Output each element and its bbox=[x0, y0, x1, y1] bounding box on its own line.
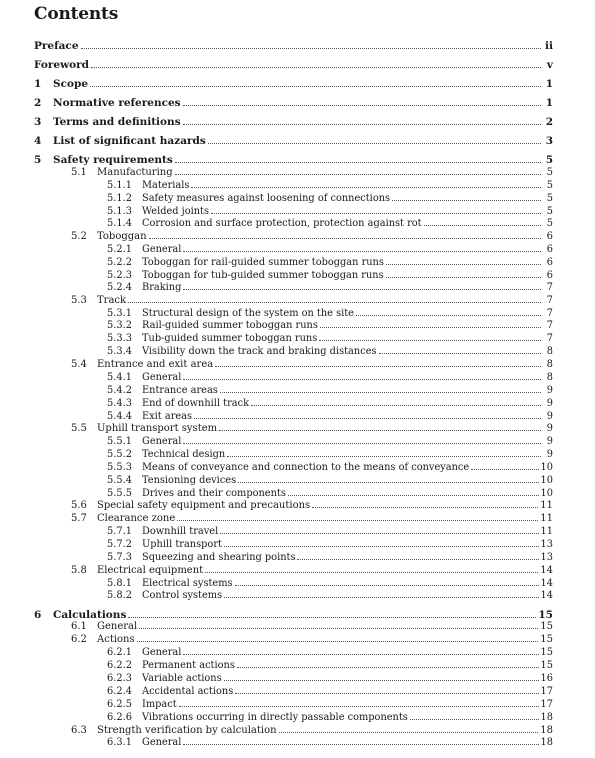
toc-entry-number: 5.7.2 bbox=[107, 539, 132, 550]
dot-leader bbox=[215, 366, 541, 367]
toc-entry-page: 13 bbox=[540, 539, 553, 550]
toc-entry-page: 6 bbox=[546, 270, 553, 281]
dot-leader bbox=[81, 48, 541, 49]
toc-entry-page: 9 bbox=[546, 398, 553, 409]
toc-entry-page: 17 bbox=[540, 699, 553, 710]
toc-entry-page: 14 bbox=[540, 578, 553, 589]
dot-leader bbox=[410, 719, 539, 720]
toc-entry-number: 5.5.4 bbox=[107, 475, 132, 486]
dot-leader bbox=[319, 340, 541, 341]
toc-entry-page: 8 bbox=[546, 346, 553, 357]
toc-entry-label[interactable]: End of downhill track bbox=[142, 398, 250, 409]
toc-entry-number: 5.5.2 bbox=[107, 449, 132, 460]
toc-entry[interactable] bbox=[0, 725, 553, 737]
toc-entry-label[interactable]: Foreword bbox=[34, 59, 90, 71]
toc-entry[interactable] bbox=[0, 449, 553, 461]
toc-entry-number: 6.2.3 bbox=[107, 673, 132, 684]
toc-entry-number: 5.4.4 bbox=[107, 411, 132, 422]
dot-leader bbox=[183, 443, 541, 444]
toc-entry-page: 9 bbox=[546, 411, 553, 422]
toc-entry-number: 5.5 bbox=[71, 423, 87, 434]
toc-entry-label[interactable]: Tensioning devices bbox=[142, 475, 237, 486]
toc-entry-number: 5.2.1 bbox=[107, 244, 132, 255]
toc-entry-page: 5 bbox=[546, 180, 553, 191]
toc-entry-page: 2 bbox=[545, 116, 553, 128]
toc-entry-page: 5 bbox=[546, 206, 553, 217]
toc-entry-label[interactable]: Actions bbox=[97, 634, 135, 645]
toc-entry-page: 3 bbox=[545, 135, 553, 147]
dot-leader bbox=[183, 379, 541, 380]
toc-entry-label[interactable]: Permanent actions bbox=[142, 660, 235, 671]
dot-leader bbox=[219, 430, 541, 431]
toc-entry-number: 5.8 bbox=[71, 565, 87, 576]
toc-entry-label[interactable]: Strength verification by calculation bbox=[97, 725, 277, 736]
dot-leader bbox=[224, 680, 539, 681]
toc-entry-number: 5.5.5 bbox=[107, 488, 132, 499]
toc-entry-number: 5.1.1 bbox=[107, 180, 132, 191]
toc-entry-page: v bbox=[546, 59, 553, 71]
toc-entry-page: 9 bbox=[546, 385, 553, 396]
toc-entry[interactable] bbox=[0, 218, 553, 230]
dot-leader bbox=[194, 418, 541, 419]
toc-entry-label[interactable]: Entrance and exit area bbox=[97, 359, 214, 370]
dot-leader bbox=[175, 162, 541, 163]
dot-leader bbox=[297, 559, 538, 560]
toc-entry-page: 5 bbox=[546, 218, 553, 229]
toc-entry[interactable] bbox=[0, 385, 553, 397]
toc-entry-label[interactable]: Impact bbox=[142, 699, 177, 710]
toc-entry-page: 14 bbox=[540, 590, 553, 601]
toc-entry-number: 5.4.3 bbox=[107, 398, 132, 409]
dot-leader bbox=[177, 520, 538, 521]
dot-leader bbox=[211, 213, 541, 214]
toc-entry[interactable] bbox=[0, 154, 553, 166]
dot-leader bbox=[471, 469, 538, 470]
toc-entry[interactable] bbox=[0, 660, 553, 672]
toc-entry[interactable] bbox=[0, 116, 553, 128]
dot-leader bbox=[137, 641, 539, 642]
toc-entry-label[interactable]: Corrosion and surface protection, protection against rot bbox=[142, 218, 422, 229]
toc-entry-label[interactable]: Calculations bbox=[53, 609, 127, 621]
dot-leader bbox=[386, 277, 541, 278]
dot-leader bbox=[379, 353, 541, 354]
dot-leader bbox=[224, 597, 538, 598]
toc-entry-number: 1 bbox=[34, 78, 42, 90]
dot-leader bbox=[424, 225, 541, 226]
toc-entry[interactable] bbox=[0, 462, 553, 474]
toc-entry-label[interactable]: General bbox=[142, 647, 182, 658]
dot-leader bbox=[227, 456, 541, 457]
toc-entry-page: 10 bbox=[540, 462, 553, 473]
toc-entry-label[interactable]: Welded joints bbox=[142, 206, 209, 217]
toc-entry-page: 6 bbox=[546, 231, 553, 242]
dot-leader bbox=[175, 174, 541, 175]
toc-entry-number: 5.8.1 bbox=[107, 578, 132, 589]
toc-entry[interactable] bbox=[0, 609, 553, 621]
toc-entry[interactable] bbox=[0, 257, 553, 269]
dot-leader bbox=[356, 315, 541, 316]
toc-entry-number: 5.2 bbox=[71, 231, 87, 242]
toc-entry[interactable] bbox=[0, 135, 553, 147]
dot-leader bbox=[149, 238, 541, 239]
toc-entry-number: 6.2 bbox=[71, 634, 87, 645]
toc-entry-label[interactable]: Uphill transport bbox=[142, 539, 222, 550]
dot-leader bbox=[237, 667, 539, 668]
toc-entry-page: 5 bbox=[545, 154, 553, 166]
toc-entry-label[interactable]: Electrical equipment bbox=[97, 565, 204, 576]
toc-entry[interactable] bbox=[0, 526, 553, 538]
toc-entry-number: 5.2.4 bbox=[107, 282, 132, 293]
toc-entry-label[interactable]: General bbox=[142, 372, 182, 383]
toc-entry-number: 6.2.2 bbox=[107, 660, 132, 671]
dot-leader bbox=[235, 585, 539, 586]
toc-entry[interactable] bbox=[0, 308, 553, 320]
toc-entry-number: 6.2.4 bbox=[107, 686, 132, 697]
toc-entry-label[interactable]: Variable actions bbox=[142, 673, 222, 684]
dot-leader bbox=[238, 482, 538, 483]
toc-entry[interactable] bbox=[0, 500, 553, 512]
toc-entry[interactable] bbox=[0, 193, 553, 205]
dot-leader bbox=[220, 392, 541, 393]
toc-entry-label[interactable]: Special safety equipment and precautions bbox=[97, 500, 311, 511]
toc-entry-number: 6.3.1 bbox=[107, 737, 132, 748]
toc-entry-page: 18 bbox=[540, 725, 553, 736]
toc-entry-page: 18 bbox=[540, 737, 553, 748]
toc-entry-number: 6.1 bbox=[71, 621, 87, 632]
toc-entry-label[interactable]: General bbox=[142, 737, 182, 748]
toc-entry[interactable] bbox=[0, 634, 553, 646]
toc-entry-number: 5.7.3 bbox=[107, 552, 132, 563]
toc-entry-label[interactable]: Means of conveyance and connection to the means of conveyance bbox=[142, 462, 470, 473]
dot-leader bbox=[224, 546, 539, 547]
toc-entry-page: 1 bbox=[545, 78, 553, 90]
toc-entry-number: 2 bbox=[34, 97, 42, 109]
toc-entry[interactable] bbox=[0, 699, 553, 711]
toc-entry-page: 7 bbox=[546, 308, 553, 319]
toc-entry-page: 9 bbox=[546, 449, 553, 460]
toc-entry-page: 16 bbox=[540, 673, 553, 684]
page-title: Contents bbox=[34, 4, 119, 24]
toc-entry-label[interactable]: General bbox=[142, 436, 182, 447]
toc-entry[interactable] bbox=[0, 411, 553, 423]
dot-leader bbox=[183, 251, 541, 252]
toc-entry[interactable] bbox=[0, 565, 553, 577]
toc-entry-label[interactable]: Preface bbox=[34, 40, 79, 52]
toc-entry-label[interactable]: Materials bbox=[142, 180, 190, 191]
toc-entry[interactable] bbox=[0, 621, 553, 633]
toc-entry[interactable] bbox=[0, 282, 553, 294]
dot-leader bbox=[279, 732, 539, 733]
toc-entry-page: 11 bbox=[540, 526, 553, 537]
toc-entry[interactable] bbox=[0, 270, 553, 282]
dot-leader bbox=[392, 200, 541, 201]
dot-leader bbox=[179, 706, 539, 707]
toc-entry-number: 5.6 bbox=[71, 500, 87, 511]
toc-entry-label[interactable]: Rail-guided summer toboggan runs bbox=[142, 320, 318, 331]
toc-entry-label[interactable]: Exit areas bbox=[142, 411, 193, 422]
toc-entry-page: 11 bbox=[540, 513, 553, 524]
toc-entry-label[interactable]: Clearance zone bbox=[97, 513, 176, 524]
dot-leader bbox=[183, 654, 538, 655]
toc-entry-label[interactable]: Toboggan bbox=[97, 231, 147, 242]
toc-entry-page: 18 bbox=[540, 712, 553, 723]
toc-entry[interactable] bbox=[0, 552, 553, 564]
toc-entry-label[interactable]: Toboggan for rail-guided summer toboggan runs bbox=[142, 257, 384, 268]
toc-entry-page: 13 bbox=[540, 552, 553, 563]
toc-entry-label[interactable]: Tub-guided summer toboggan runs bbox=[142, 333, 318, 344]
toc-entry-label[interactable]: Accidental actions bbox=[142, 686, 234, 697]
toc-entry-number: 5.1.3 bbox=[107, 206, 132, 217]
dot-leader bbox=[191, 187, 541, 188]
toc-entry-number: 5 bbox=[34, 154, 42, 166]
toc-entry-number: 6 bbox=[34, 609, 42, 621]
toc-entry-number: 6.2.6 bbox=[107, 712, 132, 723]
toc-entry[interactable] bbox=[0, 673, 553, 685]
toc-entry-page: 7 bbox=[546, 295, 553, 306]
toc-entry-page: 7 bbox=[546, 282, 553, 293]
toc-entry-number: 5.3.4 bbox=[107, 346, 132, 357]
toc-entry-label[interactable]: Electrical systems bbox=[142, 578, 233, 589]
toc-entry-number: 6.2.1 bbox=[107, 647, 132, 658]
dot-leader bbox=[205, 572, 538, 573]
toc-entry-number: 5.3.3 bbox=[107, 333, 132, 344]
toc-entry[interactable] bbox=[0, 590, 553, 602]
dot-leader bbox=[183, 105, 541, 106]
toc-entry-page: 15 bbox=[540, 647, 553, 658]
dot-leader bbox=[208, 143, 541, 144]
toc-entry-page: 10 bbox=[540, 475, 553, 486]
dot-leader bbox=[128, 617, 536, 618]
toc-entry-label[interactable]: Vibrations occurring in directly passable components bbox=[142, 712, 408, 723]
toc-entry[interactable] bbox=[0, 686, 553, 698]
toc-entry-number: 5.1.2 bbox=[107, 193, 132, 204]
toc-entry[interactable] bbox=[0, 359, 553, 371]
toc-entry-page: 8 bbox=[546, 359, 553, 370]
toc-entry-label[interactable]: Control systems bbox=[142, 590, 223, 601]
toc-entry[interactable] bbox=[0, 398, 553, 410]
toc-entry-label[interactable]: General bbox=[97, 621, 138, 632]
toc-entry[interactable] bbox=[0, 244, 553, 256]
toc-entry-number: 5.2.2 bbox=[107, 257, 132, 268]
toc-entry-page: 17 bbox=[540, 686, 553, 697]
toc-entry-label[interactable]: Drives and their components bbox=[142, 488, 286, 499]
toc-entry-number: 3 bbox=[34, 116, 42, 128]
toc-entry-number: 5.2.3 bbox=[107, 270, 132, 281]
toc-entry-page: 10 bbox=[540, 488, 553, 499]
toc-entry-page: 5 bbox=[546, 193, 553, 204]
toc-entry-number: 6.3 bbox=[71, 725, 87, 736]
dot-leader bbox=[91, 67, 541, 68]
toc-entry-number: 5.5.3 bbox=[107, 462, 132, 473]
toc-entry[interactable] bbox=[0, 295, 553, 307]
toc-entry-page: 6 bbox=[546, 257, 553, 268]
toc-entry-label[interactable]: Braking bbox=[142, 282, 182, 293]
toc-entry-label[interactable]: Downhill travel bbox=[142, 526, 219, 537]
dot-leader bbox=[183, 124, 541, 125]
dot-leader bbox=[235, 693, 538, 694]
toc-entry-number: 5.4.2 bbox=[107, 385, 132, 396]
toc-entry-page: 6 bbox=[546, 244, 553, 255]
toc-entry[interactable] bbox=[0, 488, 553, 500]
toc-entry-label[interactable]: Technical design bbox=[142, 449, 226, 460]
dot-leader bbox=[320, 327, 541, 328]
toc-entry-label[interactable]: Scope bbox=[53, 78, 89, 90]
toc-entry-number: 5.3.1 bbox=[107, 308, 132, 319]
toc-entry[interactable] bbox=[0, 333, 553, 345]
toc-entry-page: 1 bbox=[545, 97, 553, 109]
toc-entry[interactable] bbox=[0, 475, 553, 487]
toc-entry-label[interactable]: Safety measures against loosening of connections bbox=[142, 193, 391, 204]
toc-entry[interactable] bbox=[0, 647, 553, 659]
toc-entry-number: 5.7.1 bbox=[107, 526, 132, 537]
toc-entry-number: 5.1.4 bbox=[107, 218, 132, 229]
toc-entry-label[interactable]: Normative references bbox=[53, 97, 181, 109]
dot-leader bbox=[288, 495, 539, 496]
toc-entry-label[interactable]: List of significant hazards bbox=[53, 135, 206, 147]
dot-leader bbox=[90, 86, 541, 87]
toc-entry-number: 5.3 bbox=[71, 295, 87, 306]
toc-entry-number: 5.4 bbox=[71, 359, 87, 370]
toc-entry[interactable] bbox=[0, 578, 553, 590]
toc-entry-page: 7 bbox=[546, 320, 553, 331]
toc-entry-number: 6.2.5 bbox=[107, 699, 132, 710]
toc-entry-number: 5.1 bbox=[71, 167, 87, 178]
toc-entry-page: ii bbox=[545, 40, 553, 52]
toc-entry-label[interactable]: Safety requirements bbox=[53, 154, 173, 166]
dot-leader bbox=[139, 628, 538, 629]
dot-leader bbox=[386, 264, 541, 265]
toc-entry-page: 9 bbox=[546, 423, 553, 434]
toc-entry[interactable] bbox=[0, 78, 553, 90]
toc-entry[interactable] bbox=[0, 40, 553, 52]
toc-entry-label[interactable]: Entrance areas bbox=[142, 385, 218, 396]
dot-leader bbox=[128, 302, 541, 303]
toc-entry[interactable] bbox=[0, 206, 553, 218]
toc-entry-label[interactable]: Structural design of the system on the site bbox=[142, 308, 354, 319]
toc-entry[interactable] bbox=[0, 97, 553, 109]
toc-entry-number: 4 bbox=[34, 135, 42, 147]
toc-entry-page: 14 bbox=[540, 565, 553, 576]
toc-entry-label[interactable]: Visibility down the track and braking distances bbox=[142, 346, 377, 357]
toc-entry-page: 5 bbox=[546, 167, 553, 178]
toc-entry-label[interactable]: Squeezing and shearing points bbox=[142, 552, 296, 563]
toc-entry-label[interactable]: Terms and definitions bbox=[53, 116, 181, 128]
dot-leader bbox=[312, 507, 538, 508]
toc-entry-page: 11 bbox=[540, 500, 553, 511]
toc-entry-label[interactable]: Manufacturing bbox=[97, 167, 173, 178]
toc-entry-label[interactable]: Uphill transport system bbox=[97, 423, 218, 434]
toc-entry[interactable] bbox=[0, 423, 553, 435]
toc-entry[interactable] bbox=[0, 167, 553, 179]
toc-entry-label[interactable]: Track bbox=[97, 295, 127, 306]
toc-entry-number: 5.3.2 bbox=[107, 320, 132, 331]
dot-leader bbox=[183, 289, 541, 290]
toc-entry-page: 15 bbox=[540, 634, 553, 645]
toc-entry-page: 15 bbox=[540, 660, 553, 671]
toc-entry[interactable] bbox=[0, 59, 553, 71]
toc-entry[interactable] bbox=[0, 372, 553, 384]
toc-entry[interactable] bbox=[0, 737, 553, 749]
toc-entry-page: 8 bbox=[546, 372, 553, 383]
toc-entry-page: 15 bbox=[540, 621, 553, 632]
toc-entry-page: 15 bbox=[538, 609, 553, 621]
toc-entry[interactable] bbox=[0, 712, 553, 724]
toc-entry-page: 9 bbox=[546, 436, 553, 447]
toc-entry-label[interactable]: General bbox=[142, 244, 182, 255]
toc-entry[interactable] bbox=[0, 231, 553, 243]
dot-leader bbox=[183, 744, 538, 745]
toc-entry[interactable] bbox=[0, 436, 553, 448]
toc-entry[interactable] bbox=[0, 180, 553, 192]
toc-entry-label[interactable]: Toboggan for tub-guided summer toboggan runs bbox=[142, 270, 384, 281]
toc-entry[interactable] bbox=[0, 539, 553, 551]
toc-entry-number: 5.7 bbox=[71, 513, 87, 524]
toc-entry-page: 7 bbox=[546, 333, 553, 344]
toc-entry-number: 5.8.2 bbox=[107, 590, 132, 601]
toc-entry[interactable] bbox=[0, 513, 553, 525]
dot-leader bbox=[251, 405, 541, 406]
toc-entry[interactable] bbox=[0, 346, 553, 358]
dot-leader bbox=[220, 533, 538, 534]
toc-entry-number: 5.4.1 bbox=[107, 372, 132, 383]
toc-entry-number: 5.5.1 bbox=[107, 436, 132, 447]
toc-entry[interactable] bbox=[0, 320, 553, 332]
